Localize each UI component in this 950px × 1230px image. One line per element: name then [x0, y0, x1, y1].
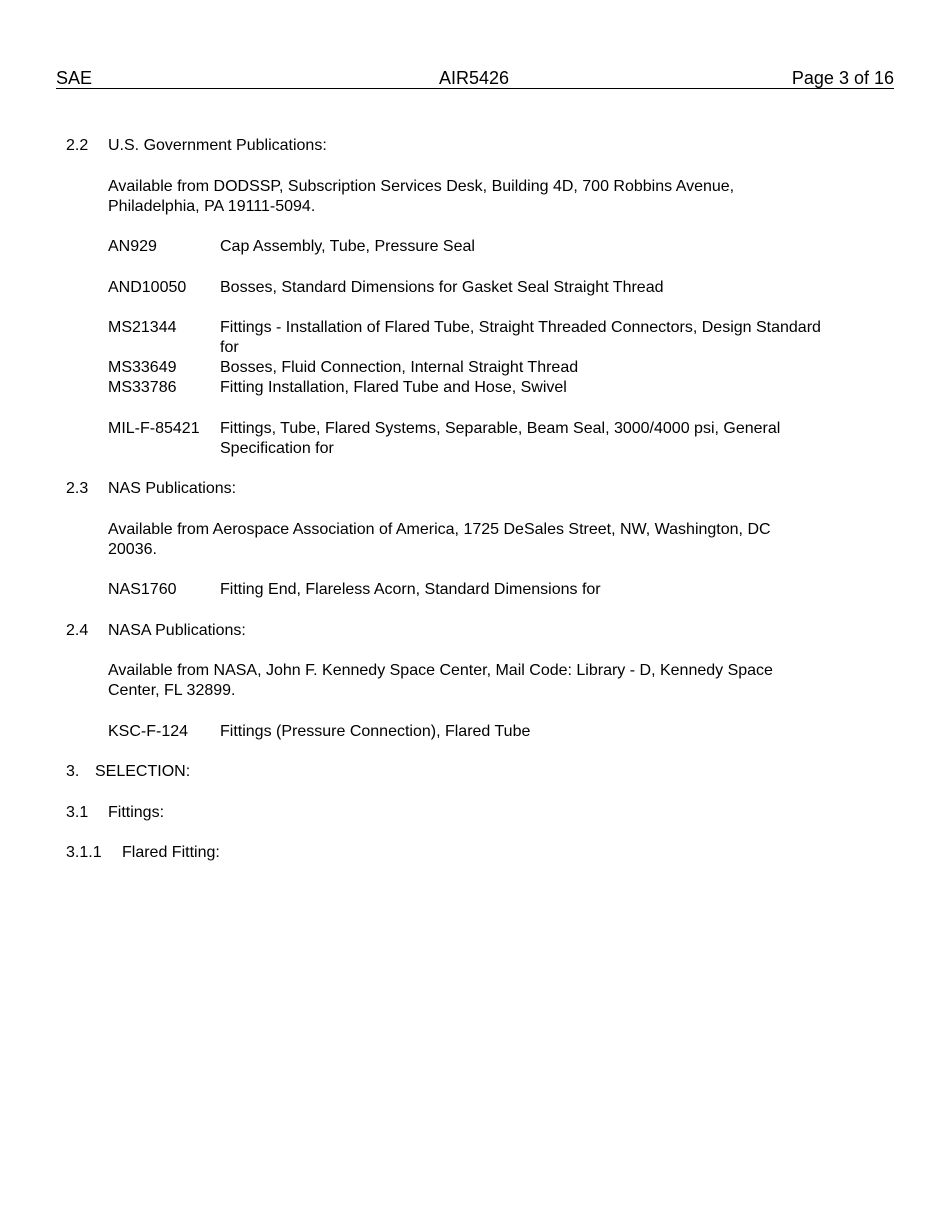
availability-text: Available from DODSSP, Subscription Services Desk, Building 4D, 700 Robbins Avenue,: [108, 178, 735, 195]
availability-text: Available from Aerospace Association of America, 1725 DeSales Street, NW, Washington, DC: [108, 521, 771, 538]
ref-description: Fittings - Installation of Flared Tube, Straight Threaded Connectors, Design Standard: [220, 319, 821, 336]
header-left: SAE: [56, 68, 93, 88]
section-title: NASA Publications:: [108, 622, 246, 639]
ref-description: Cap Assembly, Tube, Pressure Seal: [220, 238, 475, 255]
availability-text: Available from NASA, John F. Kennedy Space Center, Mail Code: Library - D, Kennedy Space: [108, 662, 773, 679]
section-number: 3.1: [66, 804, 89, 821]
section-number: 3.1.1: [66, 844, 102, 861]
ref-code: MS21344: [108, 319, 177, 336]
ref-code: AN929: [108, 238, 157, 255]
section-number: 2.3: [66, 480, 89, 497]
availability-text: 20036.: [108, 541, 157, 558]
section-number: 2.2: [66, 137, 89, 154]
ref-description: Fittings, Tube, Flared Systems, Separable, Beam Seal, 3000/4000 psi, General: [220, 420, 781, 437]
section-number: 2.4: [66, 622, 89, 639]
ref-description: Fitting Installation, Flared Tube and Hose, Swivel: [220, 379, 567, 396]
ref-code: MS33649: [108, 359, 177, 376]
header-rule: [56, 88, 894, 89]
section-title: Fittings:: [108, 804, 165, 821]
ref-code: MS33786: [108, 379, 177, 396]
section-title: U.S. Government Publications:: [108, 137, 327, 154]
ref-description: Specification for: [220, 440, 334, 457]
ref-code: AND10050: [108, 279, 187, 296]
header-page-number: Page 3 of 16: [791, 68, 894, 88]
availability-text: Philadelphia, PA 19111-5094.: [108, 198, 316, 215]
ref-description: Fitting End, Flareless Acorn, Standard Dimensions for: [220, 581, 601, 598]
ref-code: KSC-F-124: [108, 723, 189, 740]
header-document-id: AIR5426: [439, 68, 510, 88]
section-title: NAS Publications:: [108, 480, 237, 497]
section-number: 3.: [66, 763, 80, 780]
section-title: Flared Fitting:: [122, 844, 220, 861]
section-title: SELECTION:: [95, 763, 191, 780]
ref-description: Bosses, Fluid Connection, Internal Straight Thread: [220, 359, 579, 376]
availability-text: Center, FL 32899.: [108, 682, 236, 699]
ref-code: NAS1760: [108, 581, 177, 598]
ref-description: Bosses, Standard Dimensions for Gasket Seal Straight Thread: [220, 279, 664, 296]
ref-code: MIL-F-85421: [108, 420, 200, 437]
ref-description: for: [220, 339, 239, 356]
ref-description: Fittings (Pressure Connection), Flared Tube: [220, 723, 531, 740]
